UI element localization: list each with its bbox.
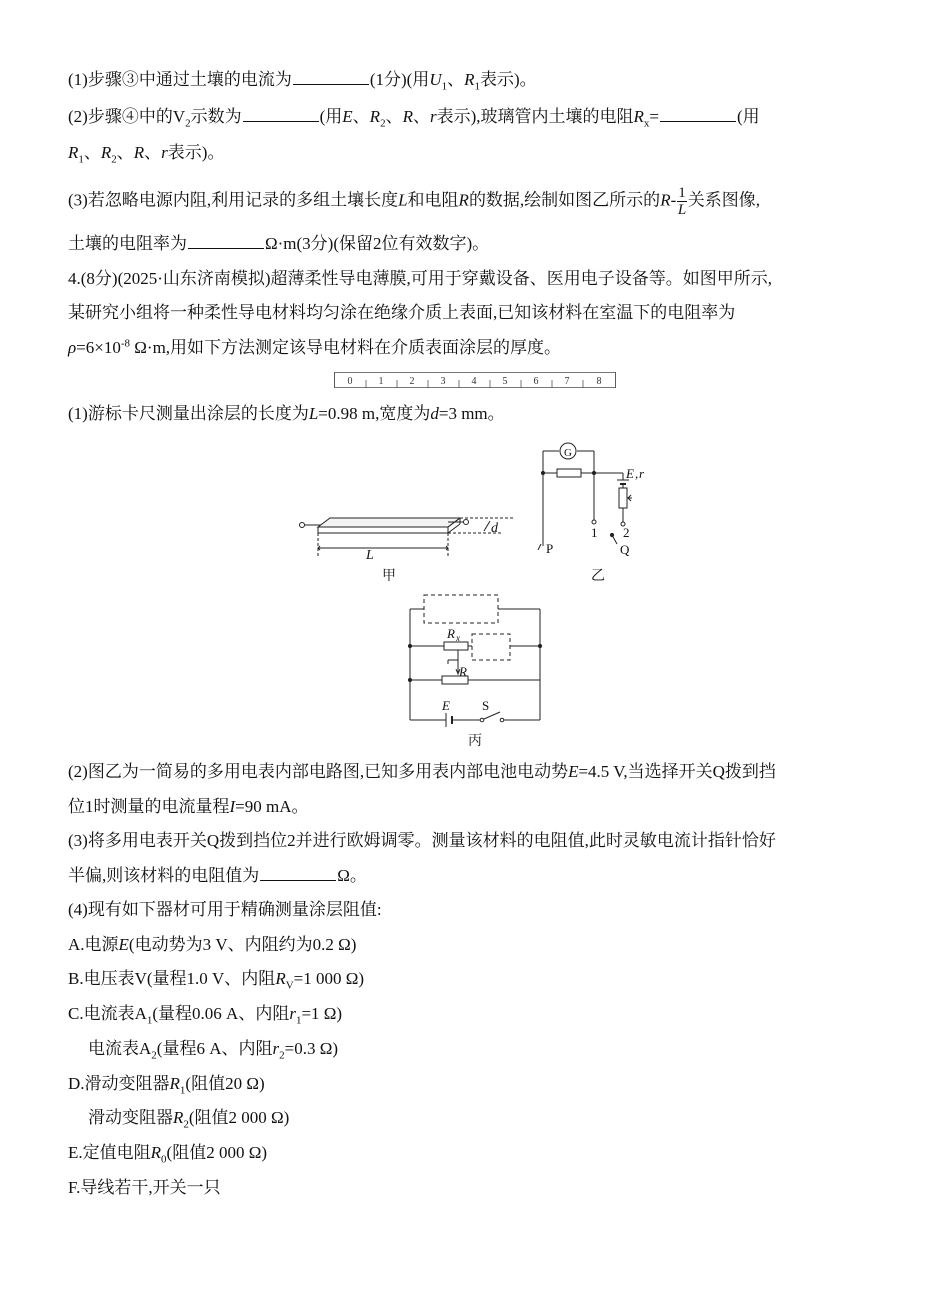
q4-step2-cont: 位1时测量的电流量程I=90 mA。 <box>68 797 309 816</box>
figure-bing <box>400 592 560 752</box>
equipment-D1: D.滑动变阻器$R_1$(阻值20 Ω) <box>68 1074 265 1097</box>
equipment-B: B.电压表V(量程1.0 V、内阻$R_V=1$ 000 Ω) <box>68 969 365 992</box>
answer-blank[interactable] <box>260 866 336 881</box>
q3-part2-cont: $R_1$、$R_2$、R、r表示)。 <box>68 143 225 166</box>
figures-jia-yi <box>290 436 660 596</box>
q3-part2: (2)步骤④中的$V_2$示数为 (用E、$R_2$、R、r表示),玻璃管内土壤的电阻$R_x=$ (用 <box>68 107 760 130</box>
q4-step3-cont: 半偏,则该材料的电阻值为 Ω。 <box>68 866 367 885</box>
q3-part3-cont: 土壤的电阻率为 Ω·m(3分)(保留2位有效数字)。 <box>68 234 490 253</box>
svg-text:,: , <box>635 466 639 481</box>
label-Rx: R <box>447 626 455 641</box>
label-2: 2 <box>623 525 630 540</box>
answer-blank[interactable] <box>660 107 736 122</box>
equipment-F: F.导线若干,开关一只 <box>68 1178 221 1197</box>
label-G: G <box>564 447 572 459</box>
equipment-C1: C.电流表$A_1$(量程0.06 A、内阻$r_1=1$ Ω) <box>68 1004 343 1027</box>
label-S: S <box>482 698 490 713</box>
label-E: E <box>626 466 634 481</box>
label-R: R <box>459 664 467 679</box>
q4-intro-line2: 某研究小组将一种柔性导电材料均匀涂在绝缘介质上表面,已知该材料在室温下的电阻率为 <box>68 303 736 322</box>
vernier-scale-ruler <box>334 372 616 388</box>
ruler-tick: 0 <box>347 376 353 387</box>
figure-jia <box>300 518 516 556</box>
figure-yi <box>538 443 632 550</box>
label-1: 1 <box>591 525 598 540</box>
ruler-tick: 8 <box>596 376 602 387</box>
q3-part1: (1)步骤③中通过土壤的电流为 (1分)(用$U_1$、$R_1$表示)。 <box>68 70 537 93</box>
answer-blank[interactable] <box>188 234 264 249</box>
ruler-tick: 7 <box>564 376 570 387</box>
equipment-A: A.电源E(电动势为3 V、内阻约为0.2 Ω) <box>68 935 357 954</box>
answer-blank[interactable] <box>293 70 369 85</box>
q4-intro-line3: $\rho=6\times 10^{-8}$ Ω·m,用如下方法测定该导电材料在介质表面涂层的厚度。 <box>68 337 562 357</box>
q4-step3: (3)将多用电表开关Q拨到挡位2并进行欧姆调零。测量该材料的电阻值,此时灵敏电流计指针恰好 <box>68 831 776 850</box>
ruler-tick: 1 <box>378 376 384 387</box>
equipment-C2: 电流表$A_2$(量程6 A、内阻$r_2=0.3$ Ω) <box>88 1039 338 1062</box>
fraction-1-over-L: $\frac{1}{L}$ <box>677 185 687 218</box>
label-P: P <box>546 541 554 556</box>
label-E: E <box>442 698 450 713</box>
q4-heading: 4.(8分)(2025·山东济南模拟)超薄柔性导电薄膜,可用于穿戴设备、医用电子设备等。如图甲所示, <box>68 269 773 288</box>
label-Q: Q <box>620 542 630 557</box>
equipment-E: E.定值电阻$R_0$(阻值2 000 Ω) <box>68 1143 267 1166</box>
ruler-tick: 5 <box>502 376 508 387</box>
q3-part3: (3)若忽略电源内阻,利用记录的多组土壤长度L和电阻R的数据,绘制如图乙所示的R- $\frac{1}{L}$ 关系图像, <box>68 185 760 218</box>
equipment-D2: 滑动变阻器$R_2$(阻值2 000 Ω) <box>88 1108 290 1131</box>
caption-bing: 丙 <box>468 734 482 749</box>
caption-jia: 甲 <box>382 569 396 584</box>
label-Rx-sub: x <box>456 633 460 643</box>
ruler-tick: 6 <box>533 376 539 387</box>
q4-step1: (1)游标卡尺测量出涂层的长度为L=0.98 m,宽度为d=3 mm。 <box>68 404 505 423</box>
label-d: d <box>491 521 498 536</box>
ruler-tick: 3 <box>440 376 446 387</box>
answer-blank[interactable] <box>243 107 319 122</box>
q4-step2: (2)图乙为一简易的多用电表内部电路图,已知多用表内部电池电动势E=4.5 V,当选择开关Q拨到挡 <box>68 762 776 781</box>
ruler-tick: 4 <box>471 376 477 387</box>
q4-step4: (4)现有如下器材可用于精确测量涂层阻值: <box>68 900 382 919</box>
caption-yi: 乙 <box>591 569 605 584</box>
ruler-tick: 2 <box>409 376 415 387</box>
label-L: L <box>366 548 374 563</box>
label-r: r <box>639 466 645 481</box>
